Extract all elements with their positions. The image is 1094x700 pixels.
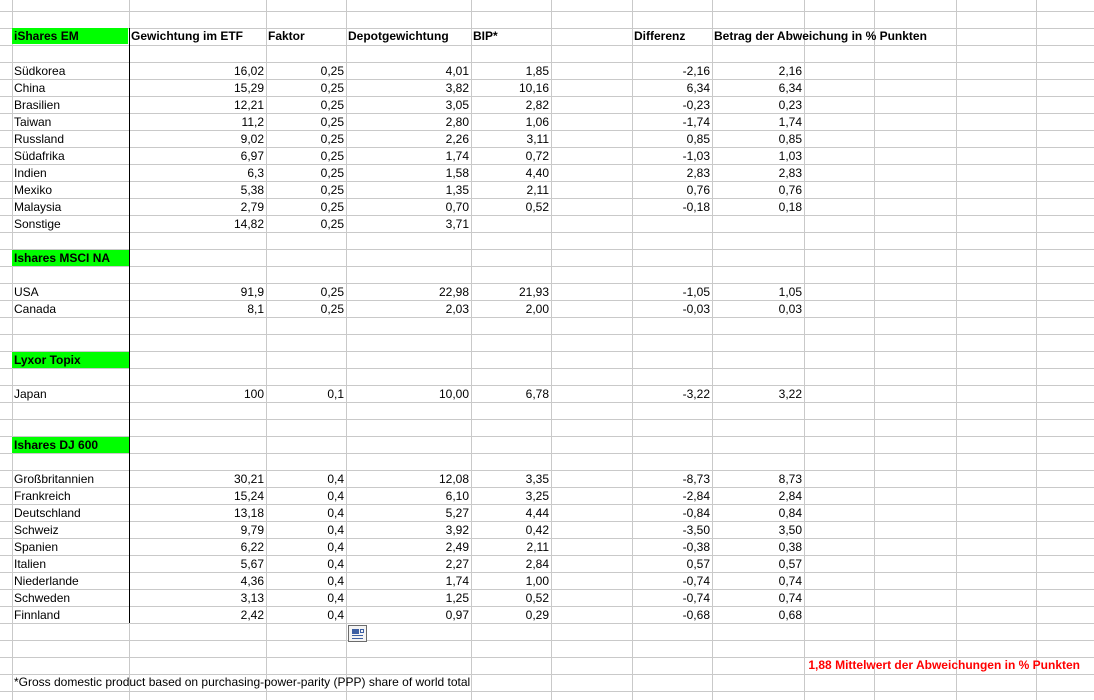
section-title-ishares-em[interactable]: iShares EM — [12, 28, 128, 44]
cell-factor[interactable]: 0,25 — [320, 200, 344, 214]
cell-weight[interactable]: 9,02 — [240, 132, 264, 146]
cell-country[interactable]: Mexiko — [14, 183, 53, 197]
cell-diff[interactable]: -0,03 — [682, 302, 710, 316]
cell-diff[interactable]: -2,84 — [682, 489, 710, 503]
cell-bip[interactable]: 1,00 — [525, 574, 549, 588]
cell-weight[interactable]: 3,13 — [240, 591, 264, 605]
cell-depot[interactable]: 2,03 — [445, 302, 469, 316]
cell-abs[interactable]: 2,83 — [778, 166, 802, 180]
cell-diff[interactable] — [632, 216, 712, 232]
cell-weight[interactable]: 15,29 — [233, 81, 264, 95]
header-faktor[interactable]: Faktor — [268, 29, 305, 43]
cell-weight[interactable]: 16,02 — [233, 64, 264, 78]
grid-hline — [0, 249, 1094, 250]
cell-depot[interactable]: 2,26 — [445, 132, 469, 146]
cell-bip[interactable]: 6,78 — [525, 387, 549, 401]
cell-abs[interactable]: 1,03 — [778, 149, 802, 163]
header-bip[interactable]: BIP* — [473, 29, 498, 43]
cell-depot[interactable]: 2,27 — [445, 557, 469, 571]
cell-country[interactable]: China — [14, 81, 46, 95]
cell-factor[interactable]: 0,1 — [327, 387, 344, 401]
cell-depot[interactable]: 2,49 — [445, 540, 469, 554]
cell-abs[interactable]: 3,22 — [778, 387, 802, 401]
cell-country[interactable]: Malaysia — [14, 200, 62, 214]
cell-depot[interactable]: 3,82 — [445, 81, 469, 95]
cell-diff[interactable]: -0,18 — [682, 200, 710, 214]
cell-weight[interactable]: 6,97 — [240, 149, 264, 163]
cell-factor[interactable]: 0,4 — [327, 591, 344, 605]
cell-country[interactable]: USA — [14, 285, 39, 299]
cell-diff[interactable]: 0,76 — [686, 183, 710, 197]
cell-weight[interactable]: 9,79 — [240, 523, 264, 537]
cell-factor[interactable]: 0,4 — [327, 472, 344, 486]
cell-abs[interactable]: 0,23 — [778, 98, 802, 112]
cell-abs[interactable]: 0,57 — [778, 557, 802, 571]
cell-country[interactable]: Deutschland — [14, 506, 81, 520]
cell-bip[interactable]: 2,11 — [526, 540, 549, 554]
cell-bip[interactable]: 0,29 — [525, 608, 549, 622]
grid-hline — [0, 436, 1094, 437]
cell-factor[interactable]: 0,25 — [320, 217, 344, 231]
cell-factor[interactable]: 0,25 — [320, 166, 344, 180]
cell-factor[interactable]: 0,4 — [327, 574, 344, 588]
grid-hline — [0, 45, 1094, 46]
section-title[interactable]: Ishares DJ 600 — [12, 437, 129, 453]
cell-abs[interactable]: 0,74 — [778, 574, 802, 588]
cell-factor[interactable]: 0,25 — [320, 115, 344, 129]
cell-factor[interactable]: 0,4 — [327, 608, 344, 622]
cell-weight[interactable]: 11,2 — [241, 115, 264, 129]
cell-country[interactable]: Südkorea — [14, 64, 66, 78]
cell-weight[interactable]: 2,42 — [240, 608, 264, 622]
cell-weight[interactable]: 6,3 — [247, 166, 264, 180]
section-title[interactable]: Lyxor Topix — [12, 352, 129, 368]
cell-country[interactable]: Japan — [14, 387, 47, 401]
cell-factor[interactable]: 0,25 — [320, 132, 344, 146]
cell-depot[interactable]: 1,35 — [445, 183, 469, 197]
cell-diff[interactable]: -0,38 — [682, 540, 710, 554]
cell-diff[interactable]: -0,74 — [682, 574, 710, 588]
cell-country[interactable]: Canada — [14, 302, 57, 316]
cell-factor[interactable]: 0,4 — [327, 557, 344, 571]
summary-mean-deviation[interactable] — [712, 657, 1080, 673]
cell-bip[interactable]: 2,82 — [525, 98, 549, 112]
cell-diff[interactable]: -1,05 — [682, 285, 710, 299]
cell-country[interactable]: Großbritannien — [14, 472, 95, 486]
cell-factor[interactable]: 0,25 — [320, 302, 344, 316]
cell-diff[interactable]: 0,85 — [686, 132, 710, 146]
cell-depot[interactable]: 3,92 — [445, 523, 469, 537]
cell-country[interactable]: Taiwan — [14, 115, 52, 129]
cell-weight[interactable]: 5,67 — [240, 557, 264, 571]
grid-vline — [956, 0, 957, 700]
cell-bip[interactable]: 10,16 — [518, 81, 549, 95]
cell-factor[interactable]: 0,25 — [320, 285, 344, 299]
cell-weight[interactable]: 8,1 — [247, 302, 264, 316]
cell-abs[interactable]: 6,34 — [778, 81, 802, 95]
cell-depot[interactable]: 3,71 — [445, 217, 469, 231]
cell-diff[interactable]: 2,83 — [686, 166, 710, 180]
cell-bip[interactable]: 21,93 — [518, 285, 549, 299]
cell-diff[interactable]: -8,73 — [682, 472, 710, 486]
cell-bip[interactable]: 2,00 — [525, 302, 549, 316]
cell-diff[interactable]: -1,03 — [682, 149, 710, 163]
cell-country[interactable]: Italien — [14, 557, 47, 571]
cell-country[interactable]: Finnland — [14, 608, 61, 622]
cell-country[interactable]: Schweiz — [14, 523, 59, 537]
cell-depot[interactable]: 6,10 — [445, 489, 469, 503]
cell-country[interactable]: Russland — [14, 132, 65, 146]
cell-bip[interactable]: 0,52 — [525, 200, 549, 214]
cell-country[interactable]: Brasilien — [14, 98, 61, 112]
cell-weight[interactable]: 2,79 — [240, 200, 264, 214]
cell-depot[interactable]: 4,01 — [445, 64, 469, 78]
cell-abs[interactable]: 0,76 — [778, 183, 802, 197]
footnote[interactable]: *Gross domestic product based on purchasing-power-parity (PPP) share of world total — [14, 675, 471, 689]
grid-hline — [0, 11, 1094, 12]
grid-hline — [0, 266, 1094, 267]
cell-factor[interactable]: 0,25 — [320, 183, 344, 197]
grid-vline — [551, 0, 552, 700]
cell-diff[interactable]: -1,74 — [682, 115, 710, 129]
cell-abs[interactable]: 0,85 — [778, 132, 802, 146]
cell-weight[interactable]: 6,22 — [240, 540, 264, 554]
cell-depot[interactable]: 12,08 — [438, 472, 469, 486]
cell-factor[interactable]: 0,4 — [327, 523, 344, 537]
cell-factor[interactable]: 0,25 — [320, 64, 344, 78]
cell-bip[interactable]: 2,84 — [525, 557, 549, 571]
cell-abs[interactable]: 2,84 — [778, 489, 802, 503]
cell-country[interactable]: Spanien — [14, 540, 59, 554]
cell-weight[interactable]: 5,38 — [240, 183, 264, 197]
cell-depot[interactable]: 1,25 — [445, 591, 469, 605]
cell-bip[interactable] — [471, 216, 551, 232]
cell-weight[interactable]: 30,21 — [233, 472, 264, 486]
section-title[interactable]: Ishares MSCI NA — [12, 250, 129, 266]
cell-weight[interactable]: 91,9 — [240, 285, 264, 299]
cell-diff[interactable]: 6,34 — [686, 81, 710, 95]
cell-bip[interactable]: 4,40 — [525, 166, 549, 180]
grid-hline — [0, 368, 1094, 369]
cell-weight[interactable]: 12,21 — [233, 98, 264, 112]
column-border — [129, 28, 130, 623]
grid-hline — [0, 623, 1094, 624]
cell-depot[interactable]: 2,80 — [445, 115, 469, 129]
summary-label: Mittelwert der Abweichungen in % Punkten — [835, 658, 1080, 672]
header-gewichtung[interactable]: Gewichtung im ETF — [131, 29, 244, 43]
cell-diff[interactable]: -3,22 — [682, 387, 710, 401]
cell-country[interactable]: Frankreich — [14, 489, 71, 503]
grid-hline — [0, 402, 1094, 403]
cell-country[interactable]: Niederlande — [14, 574, 79, 588]
cell-depot[interactable]: 0,70 — [445, 200, 469, 214]
cell-bip[interactable]: 3,11 — [526, 132, 549, 146]
summary-value: 1,88 — [808, 658, 832, 672]
cell-bip[interactable]: 1,85 — [525, 64, 549, 78]
cell-abs[interactable]: 0,18 — [778, 200, 802, 214]
grid-vline — [1036, 0, 1037, 700]
cell-abs[interactable]: 1,74 — [778, 115, 802, 129]
header-differenz[interactable]: Differenz — [634, 29, 686, 43]
cell-depot[interactable]: 3,05 — [445, 98, 469, 112]
cell-bip[interactable]: 0,52 — [525, 591, 549, 605]
cell-depot[interactable]: 0,97 — [445, 608, 469, 622]
cell-weight[interactable]: 13,18 — [233, 506, 264, 520]
cell-abs[interactable] — [712, 216, 804, 232]
cell-factor[interactable]: 0,25 — [320, 81, 344, 95]
cell-weight[interactable]: 14,82 — [233, 217, 264, 231]
cell-abs[interactable]: 1,05 — [778, 285, 802, 299]
cell-factor[interactable]: 0,4 — [327, 540, 344, 554]
cell-diff[interactable]: -2,16 — [682, 64, 710, 78]
grid-hline — [0, 691, 1094, 692]
cell-factor[interactable]: 0,25 — [320, 98, 344, 112]
cell-country[interactable]: Südafrika — [14, 149, 65, 163]
cell-depot[interactable]: 5,27 — [445, 506, 469, 520]
cell-factor[interactable]: 0,4 — [327, 489, 344, 503]
grid-hline — [0, 351, 1094, 352]
cell-weight[interactable]: 100 — [243, 387, 264, 401]
cell-abs[interactable]: 0,68 — [778, 608, 802, 622]
cell-diff[interactable]: -0,74 — [682, 591, 710, 605]
header-depotgewichtung[interactable]: Depotgewichtung — [348, 29, 449, 43]
grid-hline — [0, 640, 1094, 641]
cell-bip[interactable]: 4,44 — [525, 506, 549, 520]
cell-diff[interactable]: 0,57 — [686, 557, 710, 571]
cell-weight[interactable]: 4,36 — [240, 574, 264, 588]
grid-hline — [0, 453, 1094, 454]
grid-vline — [874, 0, 875, 700]
cell-bip[interactable]: 1,06 — [525, 115, 549, 129]
cell-country[interactable]: Indien — [14, 166, 47, 180]
paste-options-icon[interactable] — [348, 625, 367, 642]
cell-bip[interactable]: 0,42 — [525, 523, 549, 537]
cell-depot[interactable]: 1,74 — [445, 149, 469, 163]
cell-abs[interactable]: 3,50 — [778, 523, 802, 537]
cell-weight[interactable]: 15,24 — [233, 489, 264, 503]
cell-abs[interactable]: 8,73 — [778, 472, 802, 486]
cell-depot[interactable]: 10,00 — [438, 387, 469, 401]
cell-bip[interactable]: 0,72 — [525, 149, 549, 163]
header-betrag-abweichung[interactable]: Betrag der Abweichung in % Punkten — [714, 29, 927, 43]
grid-hline — [0, 419, 1094, 420]
cell-diff[interactable]: -0,84 — [682, 506, 710, 520]
cell-abs[interactable]: 0,84 — [778, 506, 802, 520]
cell-depot[interactable]: 22,98 — [438, 285, 469, 299]
cell-bip[interactable]: 3,25 — [525, 489, 549, 503]
grid-hline — [0, 317, 1094, 318]
cell-factor[interactable]: 0,4 — [327, 506, 344, 520]
cell-diff[interactable]: -3,50 — [682, 523, 710, 537]
cell-abs[interactable]: 0,74 — [778, 591, 802, 605]
grid-vline — [804, 0, 805, 700]
cell-abs[interactable]: 0,38 — [778, 540, 802, 554]
cell-diff[interactable]: -0,68 — [682, 608, 710, 622]
cell-country[interactable]: Schweden — [14, 591, 71, 605]
cell-abs[interactable]: 2,16 — [778, 64, 802, 78]
cell-factor[interactable]: 0,25 — [320, 149, 344, 163]
cell-depot[interactable]: 1,74 — [445, 574, 469, 588]
cell-country[interactable]: Sonstige — [14, 217, 61, 231]
grid-hline — [0, 334, 1094, 335]
cell-abs[interactable]: 0,03 — [778, 302, 802, 316]
cell-diff[interactable]: -0,23 — [682, 98, 710, 112]
grid-hline — [0, 232, 1094, 233]
cell-bip[interactable]: 3,35 — [525, 472, 549, 486]
cell-bip[interactable]: 2,11 — [526, 183, 549, 197]
cell-depot[interactable]: 1,58 — [445, 166, 469, 180]
